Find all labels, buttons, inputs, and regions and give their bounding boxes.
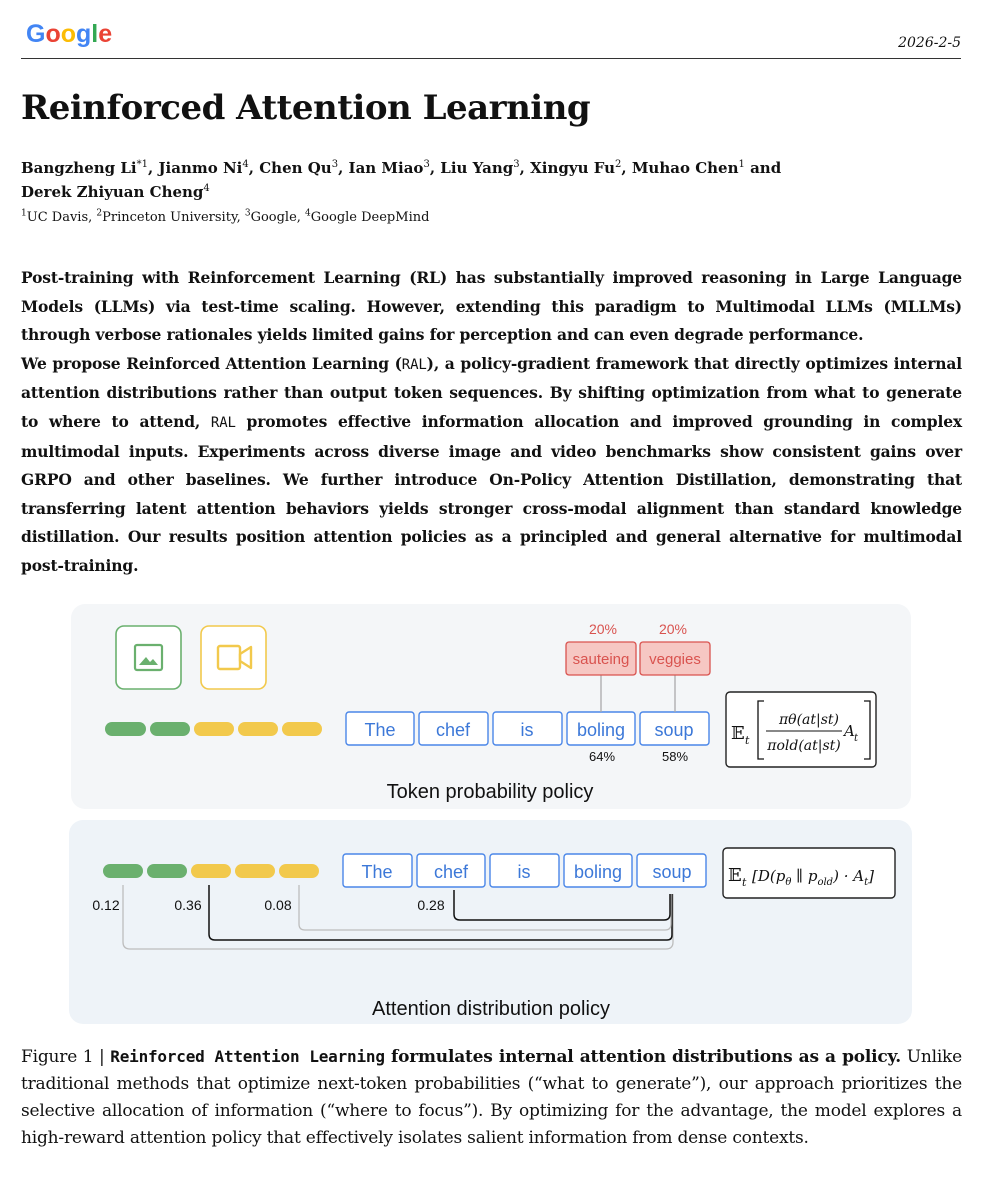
- author-name: Muhao Chen: [631, 159, 739, 177]
- alt-prob-veggies: 20%: [658, 621, 688, 637]
- affil-name: Google DeepMind: [310, 210, 430, 225]
- top-input-pills: [105, 722, 322, 736]
- bottom-token-boling: boling: [573, 862, 623, 882]
- publication-date: 2026-2-5: [898, 35, 961, 51]
- pill-video-1: [191, 864, 231, 878]
- affil-mark: 1: [21, 208, 27, 219]
- abstract-paragraph-2: [21, 350, 962, 581]
- author-name: Ian Miao: [348, 159, 424, 177]
- bottom-panel-label: Attention distribution policy: [372, 998, 610, 1020]
- bottom-token-chef: chef: [433, 862, 469, 882]
- pill-video-2: [238, 722, 278, 736]
- top-token-soup: soup: [654, 720, 694, 740]
- pill-image-2: [150, 722, 190, 736]
- affil-sep: ,: [236, 210, 245, 225]
- affil-name: Princeton University: [102, 210, 237, 225]
- logo-letter-o1: o: [45, 20, 61, 48]
- weight-028: 0.28: [417, 897, 445, 913]
- author-name: Chen Qu: [259, 159, 332, 177]
- author-name: Derek Zhiyuan Cheng: [21, 183, 204, 201]
- figure-1-diagram: [68, 602, 914, 1028]
- author-affil: 4: [203, 183, 210, 194]
- affil-name: UC Davis: [26, 210, 89, 225]
- image-modality-icon: [116, 626, 181, 689]
- weight-008: 0.08: [264, 897, 292, 913]
- formula-expectation: 𝔼: [731, 723, 745, 744]
- caption-body: Unlike traditional methods that optimize next-token probabilities (“what to generate”), our approach prioritizes the selective allocation of information (“where to focus”). By optimizing for the advantage, the model explores a high-reward attention policy that effectively isolates salient information from dense contexts.: [21, 1047, 963, 1148]
- ral-acronym: RAL: [210, 414, 236, 431]
- author-affil: 3: [331, 159, 339, 170]
- bottom-input-pills: [103, 864, 319, 878]
- author-affil: 3: [423, 159, 430, 170]
- logo-letter-g: G: [26, 20, 46, 48]
- paper-title: Reinforced Attention Learning: [21, 88, 591, 128]
- author-affil: 2: [615, 159, 622, 170]
- logo-letter-g2: g: [76, 20, 92, 48]
- affil-name: Google: [250, 210, 297, 225]
- page-header: [21, 18, 961, 59]
- policy-gradient-formula: [726, 692, 876, 767]
- author-sep: ,: [429, 159, 441, 177]
- top-panel-label: Token probability policy: [386, 781, 594, 803]
- abstract-paragraph-1: Post-training with Reinforcement Learning (RL) has substantially improved reasoning in Large Language Models (LLMs) via test-time scaling. However, extending this paradigm to Multimodal LLMs (MLLMs) through verbose rationales yields limited gains for perception and can even degrade performance.: [21, 268, 962, 345]
- author-sep: ,: [148, 159, 159, 177]
- author-affil: 4: [242, 159, 249, 170]
- caption-bold-text: formulates internal attention distributions as a policy.: [384, 1047, 902, 1067]
- alt-token-sauteing: sauteing: [572, 651, 630, 668]
- author-name: Xingyu Fu: [530, 159, 615, 177]
- affil-sep: ,: [88, 210, 97, 225]
- alt-prob-sauteing: 20%: [588, 621, 618, 637]
- top-token-boling: boling: [576, 720, 626, 740]
- affil-mark: 4: [305, 208, 311, 219]
- author-sep: ,: [248, 159, 260, 177]
- author-affil: *1: [136, 159, 148, 170]
- pill-image-1: [105, 722, 146, 736]
- ral-acronym: RAL: [401, 356, 427, 373]
- logo-letter-e: e: [98, 20, 113, 48]
- figure-caption: [21, 1043, 962, 1152]
- google-logo: [26, 20, 112, 49]
- caption-method-name: Reinforced Attention Learning: [110, 1047, 385, 1066]
- abstract: [21, 264, 962, 581]
- formula-body: [$D(p_\theta$ ∥ $p_{old}) \cdot A_t$]: [752, 867, 874, 888]
- pill-video-2: [235, 864, 275, 878]
- weight-036: 0.36: [174, 897, 202, 913]
- author-name: Jianmo Ni: [158, 159, 243, 177]
- logo-letter-o2: o: [60, 20, 77, 48]
- bottom-token-the: The: [361, 862, 393, 882]
- pill-video-3: [279, 864, 319, 878]
- formula-advantage: A: [844, 722, 855, 740]
- pill-video-3: [282, 722, 322, 736]
- pill-video-1: [194, 722, 234, 736]
- formula-advantage-sub: t: [854, 733, 859, 744]
- caption-prefix: Figure 1 |: [21, 1047, 111, 1067]
- author-affil: 1: [738, 159, 745, 170]
- author-affil: 3: [513, 159, 520, 170]
- alt-token-veggies: veggies: [649, 651, 701, 668]
- formula-numerator: πθ(at|st): [778, 712, 840, 728]
- logo-letter-l: l: [91, 20, 99, 48]
- formula-expectation: 𝔼: [728, 865, 742, 886]
- affil-sep: ,: [296, 210, 306, 225]
- abstract-text: We propose Reinforced Attention Learning (: [21, 353, 402, 373]
- author-sep: ,: [621, 159, 632, 177]
- video-modality-icon: [201, 626, 266, 689]
- author-sep: ,: [519, 159, 531, 177]
- abstract-text: promotes effective information allocation and improved grounding in complex multimodal inputs. Experiments across diverse image and video benchmarks show consistent gains over GRPO and other baselines. We further introduce On-Policy Attention Distillation, demonstrating that transferring latent attention behaviors yields stronger cross-modal alignment than standard knowledge distillation. Our results position attention policies as a principled and general alternative for multimodal post-training.: [21, 411, 962, 575]
- affiliation-list: [21, 208, 961, 228]
- top-tokens: [346, 712, 709, 745]
- weight-012: 0.12: [92, 897, 120, 913]
- top-token-chef: chef: [435, 720, 471, 740]
- abstract-text: ), a policy-gradient framework that directly optimizes internal attention distributions rather than output token sequences. By shifting optimization from what to generate to where to attend,: [21, 353, 962, 431]
- bottom-token-soup: soup: [652, 862, 692, 882]
- affil-mark: 3: [244, 208, 251, 219]
- top-token-the: The: [364, 720, 396, 740]
- pill-image-2: [147, 864, 187, 878]
- prob-boling: 64%: [588, 749, 616, 764]
- top-token-is: is: [520, 720, 534, 740]
- author-list: [21, 156, 961, 204]
- author-sep: ,: [338, 159, 349, 177]
- affil-mark: 2: [96, 208, 103, 219]
- prob-soup: 58%: [661, 749, 689, 764]
- formula-denominator: πold(at|st): [767, 738, 841, 754]
- attention-divergence-formula: [723, 848, 895, 898]
- author-sep: and: [744, 159, 782, 177]
- formula-sub-t: t: [745, 734, 750, 747]
- figure-1: [68, 602, 914, 1028]
- bottom-token-is: is: [517, 862, 531, 882]
- author-name: Liu Yang: [440, 159, 514, 177]
- author-name: Bangzheng Li: [21, 159, 137, 177]
- bottom-tokens: [343, 854, 706, 887]
- pill-image-1: [103, 864, 143, 878]
- formula-sub-t: t: [742, 876, 747, 889]
